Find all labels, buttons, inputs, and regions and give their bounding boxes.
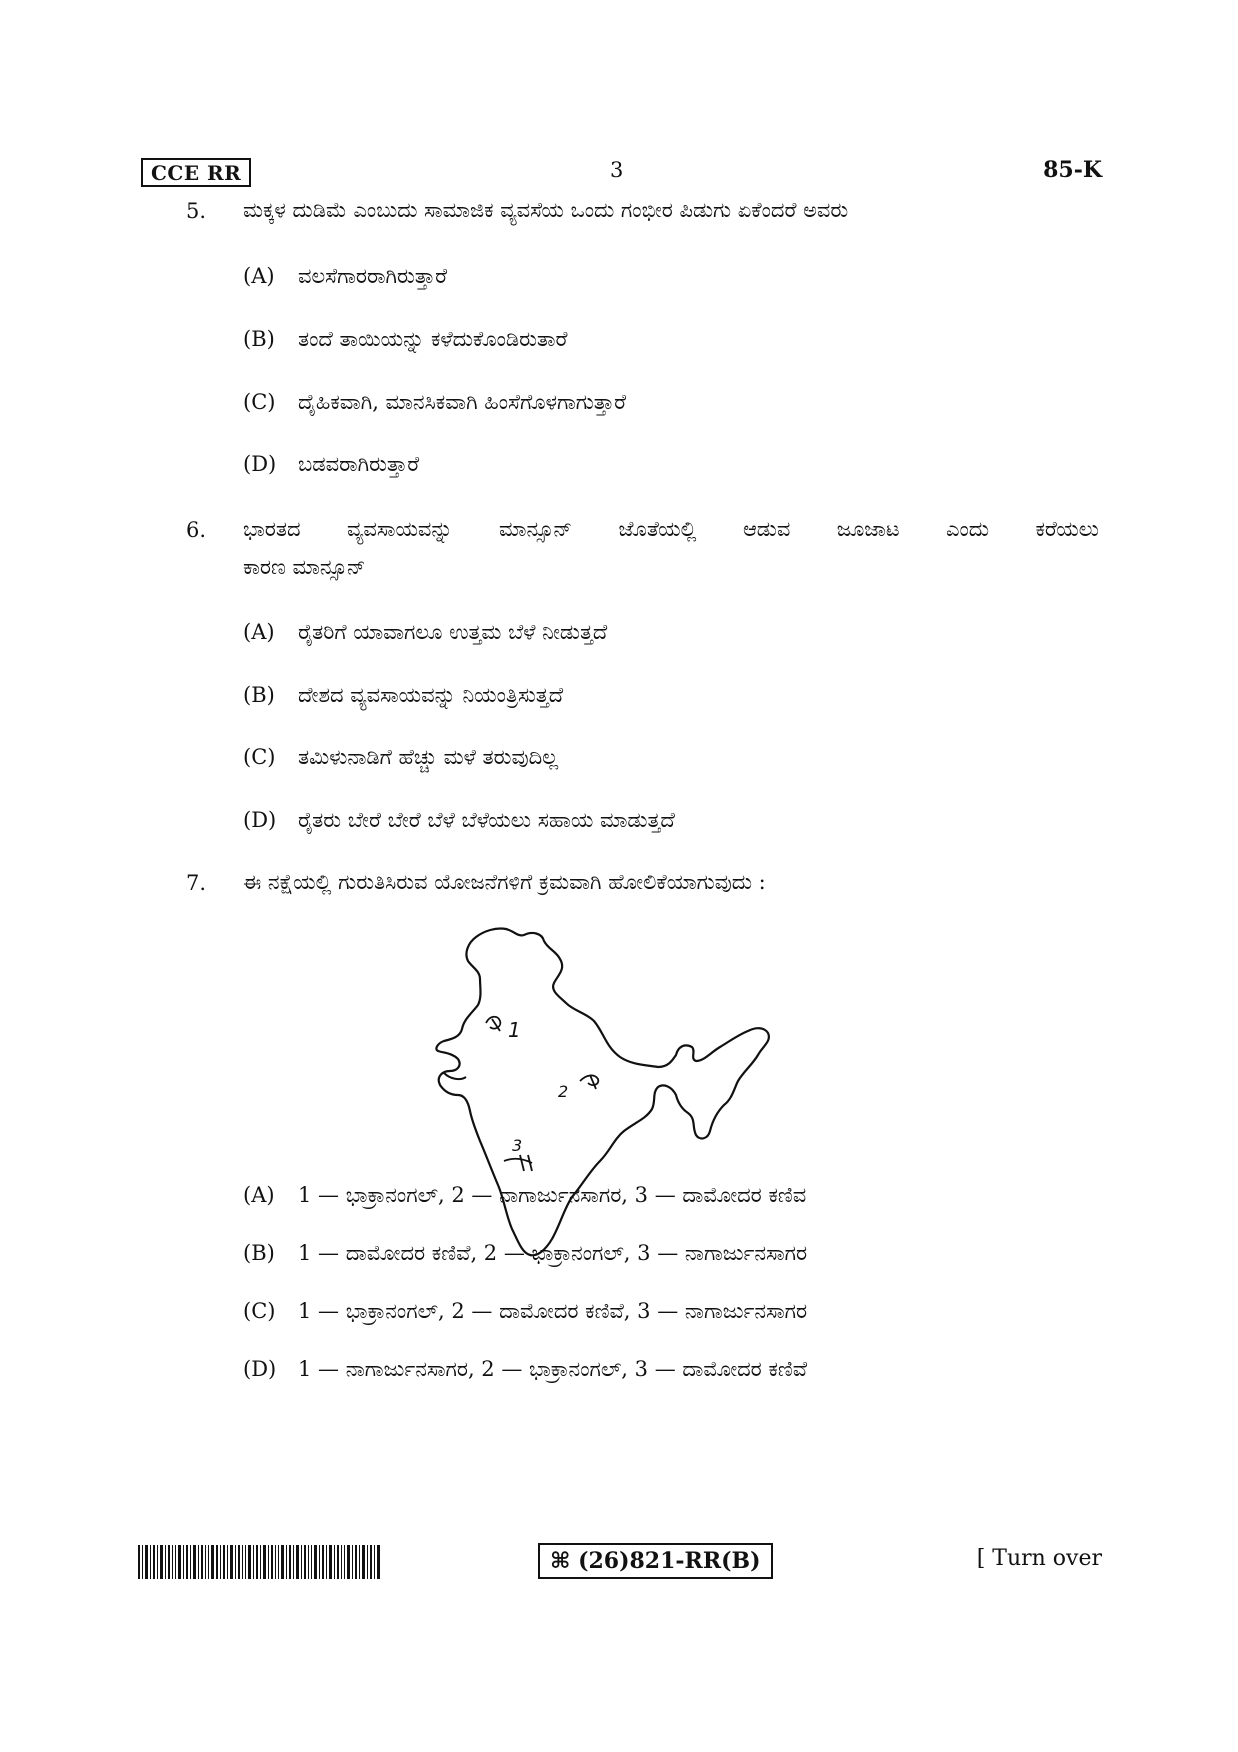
option-label: (A) — [243, 1183, 275, 1207]
option-text: 1 — ಭಾಕ್ರಾನಂಗಲ್, 2 — ದಾಮೋದರ ಕಣಿವೆ, 3 — ನಾಗಾರ್ಜುನಸಾಗರ — [298, 1299, 808, 1323]
marker-label-3: 3 — [512, 1136, 523, 1155]
option-text: ತಂದೆ ತಾಯಿಯನ್ನು ಕಳೆದುಕೊಂಡಿರುತಾರೆ — [298, 327, 568, 351]
question-number: 6. — [186, 518, 207, 542]
marker-1-squiggle — [486, 1017, 500, 1031]
option-item — [243, 683, 563, 708]
option-text: 1 — ಭಾಕ್ರಾನಂಗಲ್, 2 — ನಾಗಾರ್ಜುನಸಾಗರ, 3 — ದಾಮೋದರ ಕಣಿವ — [298, 1183, 807, 1207]
option-item — [243, 327, 567, 352]
header-code-box: CCE RR — [141, 158, 251, 187]
option-item — [243, 452, 419, 477]
option-text: ರೈತರು ಬೇರೆ ಬೇರೆ ಬೆಳೆ ಬೆಳೆಯಲು ಸಹಾಯ ಮಾಡುತ್ತದೆ — [298, 808, 675, 832]
question-text: ಈ ನಕ್ಷೆಯಲ್ಲಿ ಗುರುತಿಸಿರುವ ಯೋಜನೆಗಳಿಗೆ ಕ್ರಮವಾಗಿ ಹೋಲಿಕೆಯಾಗುವುದು : — [243, 870, 766, 894]
option-item — [243, 390, 626, 415]
option-text: ದೈಹಿಕವಾಗಿ, ಮಾನಸಿಕವಾಗಿ ಹಿಂಸೆಗೊಳಗಾಗುತ್ತಾರೆ — [298, 390, 627, 414]
option-label: (B) — [243, 683, 275, 707]
page-number: 3 — [610, 158, 624, 182]
option-label: (D) — [243, 808, 277, 832]
marker-3-squiggle — [504, 1155, 532, 1171]
paper-code: 85-K — [1043, 157, 1102, 183]
option-item — [243, 620, 607, 645]
turn-over-label: [ Turn over — [976, 1546, 1102, 1571]
option-label: (D) — [243, 452, 277, 476]
option-label: (D) — [243, 1357, 277, 1381]
marker-2-squiggle — [580, 1075, 598, 1089]
option-label: (B) — [243, 327, 275, 351]
option-text: ತಮಿಳುನಾಡಿಗೆ ಹೆಚ್ಚು ಮಳೆ ತರುವುದಿಲ್ಲ — [298, 745, 559, 769]
marker-label-2: 2 — [558, 1082, 569, 1101]
option-item — [243, 808, 675, 833]
option-label: (A) — [243, 264, 275, 288]
option-text: 1 — ನಾಗಾರ್ಜುನಸಾಗರ, 2 — ಭಾಕ್ರಾನಂಗಲ್, 3 — ದಾಮೋದರ ಕಣಿವೆ — [298, 1357, 808, 1381]
question-text: ಮಕ್ಕಳ ದುಡಿಮೆ ಎಂಬುದು ಸಾಮಾಜಿಕ ವ್ಯವಸೆಯ ಒಂದು ಗಂಭೀರ ಪಿಡುಗು ಏಕೆಂದರೆ ಅವರು — [243, 198, 849, 222]
option-label: (C) — [243, 745, 276, 769]
footer-code-box: ⌘ (26)821-RR(B) — [538, 1543, 773, 1579]
option-text: 1 — ದಾಮೋದರ ಕಣಿವೆ, 2 — ಭಾಕ್ರಾನಂಗಲ್, 3 — ನಾಗಾರ್ಜುನಸಾಗರ — [298, 1241, 808, 1265]
option-label: (C) — [243, 1299, 276, 1323]
option-text: ದೇಶದ ವ್ಯವಸಾಯವನ್ನು ನಿಯಂತ್ರಿಸುತ್ತದೆ — [298, 683, 564, 707]
option-item — [243, 745, 558, 770]
marker-label-1: 1 — [508, 1018, 521, 1042]
option-label: (C) — [243, 390, 276, 414]
question-number: 7. — [186, 871, 207, 895]
option-item — [243, 1241, 807, 1266]
option-label: (A) — [243, 620, 275, 644]
option-text: ವಲಸೆಗಾರರಾಗಿರುತ್ತಾರೆ — [298, 264, 448, 288]
barcode-image — [138, 1545, 380, 1579]
question-text-line2: ಕಾರಣ ಮಾನ್ಸೂನ್ — [243, 555, 366, 579]
india-outline-map — [420, 915, 820, 1295]
option-item — [243, 1357, 807, 1382]
option-item — [243, 264, 447, 289]
option-text: ರೈತರಿಗೆ ಯಾವಾಗಲೂ ಉತ್ತಮ ಬೆಳೆ ನೀಡುತ್ತದೆ — [298, 620, 608, 644]
gujarat-coast-detail — [444, 1073, 466, 1079]
option-item — [243, 1299, 807, 1324]
question-text-line1: ಭಾರತದ ವ್ಯವಸಾಯವನ್ನು ಮಾನ್ಸೂನ್ ಜೊತೆಯಲ್ಲಿ ಆಡುವ ಜೂಜಾಟ ಎಂದು ಕರೆಯಲು — [243, 517, 1099, 541]
question-number: 5. — [186, 199, 207, 223]
option-item — [243, 1183, 806, 1208]
option-text: ಬಡವರಾಗಿರುತ್ತಾರೆ — [298, 452, 420, 476]
option-label: (B) — [243, 1241, 275, 1265]
